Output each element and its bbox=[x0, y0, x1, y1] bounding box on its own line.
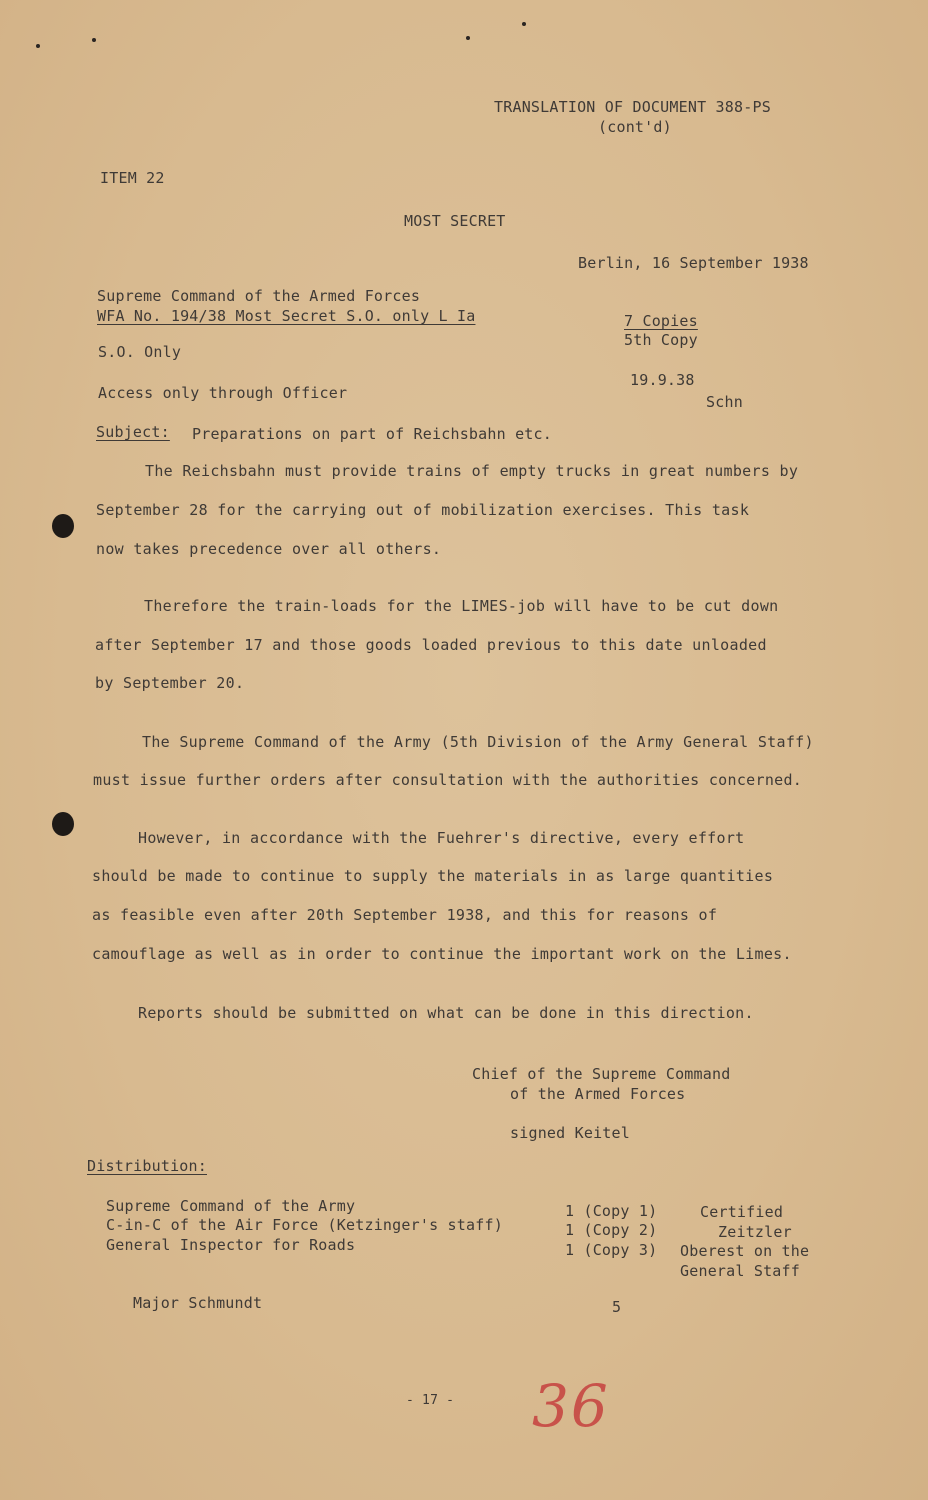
certification-line-4: General Staff bbox=[680, 1262, 800, 1280]
distribution-copy: 1 (Copy 1) bbox=[565, 1202, 658, 1220]
item-number: ITEM 22 bbox=[100, 169, 165, 187]
received-date: 19.9.38 bbox=[630, 371, 695, 389]
paragraph-line: should be made to continue to supply the materials in as large quantities bbox=[92, 867, 774, 885]
translation-heading: TRANSLATION OF DOCUMENT 388-PS bbox=[494, 98, 771, 116]
signed-by: signed Keitel bbox=[510, 1124, 630, 1142]
access-note: Access only through Officer bbox=[98, 384, 348, 402]
paragraph-line: by September 20. bbox=[95, 674, 245, 692]
officer-name: Major Schmundt bbox=[133, 1294, 263, 1312]
speck bbox=[466, 36, 470, 40]
paragraph-line: as feasible even after 20th September 1938, and this for reasons of bbox=[92, 906, 718, 924]
paragraph-line: now takes precedence over all others. bbox=[96, 540, 442, 558]
speck bbox=[36, 44, 40, 48]
signature-title-1: Chief of the Supreme Command bbox=[472, 1065, 731, 1083]
distribution-recipient: General Inspector for Roads bbox=[106, 1236, 356, 1254]
distribution-recipient: C-in-C of the Air Force (Ketzinger's staff) bbox=[106, 1216, 503, 1234]
this-copy: 5th Copy bbox=[624, 331, 698, 349]
continued-note: (cont'd) bbox=[598, 118, 672, 136]
speck bbox=[92, 38, 96, 42]
certification-line-1: Certified bbox=[700, 1203, 784, 1221]
paragraph-line: Therefore the train-loads for the LIMES-job will have to be cut down bbox=[144, 597, 779, 615]
copies-count: 7 Copies bbox=[624, 312, 698, 330]
paragraph-line: September 28 for the carrying out of mobilization exercises. This task bbox=[96, 501, 750, 519]
signature-title-2: of the Armed Forces bbox=[510, 1085, 686, 1103]
so-only: S.O. Only bbox=[98, 343, 182, 361]
distribution-copy: 1 (Copy 2) bbox=[565, 1221, 658, 1239]
distribution-copy: 1 (Copy 3) bbox=[565, 1241, 658, 1259]
paragraph-line: The Reichsbahn must provide trains of empty trucks in great numbers by bbox=[145, 462, 799, 480]
punch-hole-bottom bbox=[52, 812, 74, 836]
subject-label: Subject: bbox=[96, 423, 170, 441]
paragraph-line: must issue further orders after consultation with the authorities concerned. bbox=[93, 771, 803, 789]
certification-line-3: Oberest on the bbox=[680, 1242, 810, 1260]
distribution-recipient: Supreme Command of the Army bbox=[106, 1197, 356, 1215]
sender-line-1: Supreme Command of the Armed Forces bbox=[97, 287, 421, 305]
page-number: - 17 - bbox=[406, 1393, 455, 1408]
handwritten-page-number: 36 bbox=[532, 1372, 610, 1440]
distribution-label: Distribution: bbox=[87, 1157, 207, 1175]
paragraph-line: Reports should be submitted on what can be done in this direction. bbox=[138, 1004, 754, 1022]
speck bbox=[522, 22, 526, 26]
sender-line-2: WFA No. 194/38 Most Secret S.O. only L Ia bbox=[97, 307, 476, 325]
document-number: 5 bbox=[612, 1298, 622, 1316]
initials: Schn bbox=[706, 393, 743, 411]
paragraph-line: camouflage as well as in order to continue the important work on the Limes. bbox=[92, 945, 792, 963]
classification: MOST SECRET bbox=[404, 212, 506, 230]
certification-line-2: Zeitzler bbox=[718, 1223, 792, 1241]
paragraph-line: after September 17 and those goods loaded previous to this date unloaded bbox=[95, 636, 767, 654]
place-date: Berlin, 16 September 1938 bbox=[578, 254, 809, 272]
paragraph-line: The Supreme Command of the Army (5th Division of the Army General Staff) bbox=[142, 733, 814, 751]
punch-hole-top bbox=[52, 514, 74, 538]
subject-text: Preparations on part of Reichsbahn etc. bbox=[192, 425, 552, 443]
paragraph-line: However, in accordance with the Fuehrer's directive, every effort bbox=[138, 829, 745, 847]
